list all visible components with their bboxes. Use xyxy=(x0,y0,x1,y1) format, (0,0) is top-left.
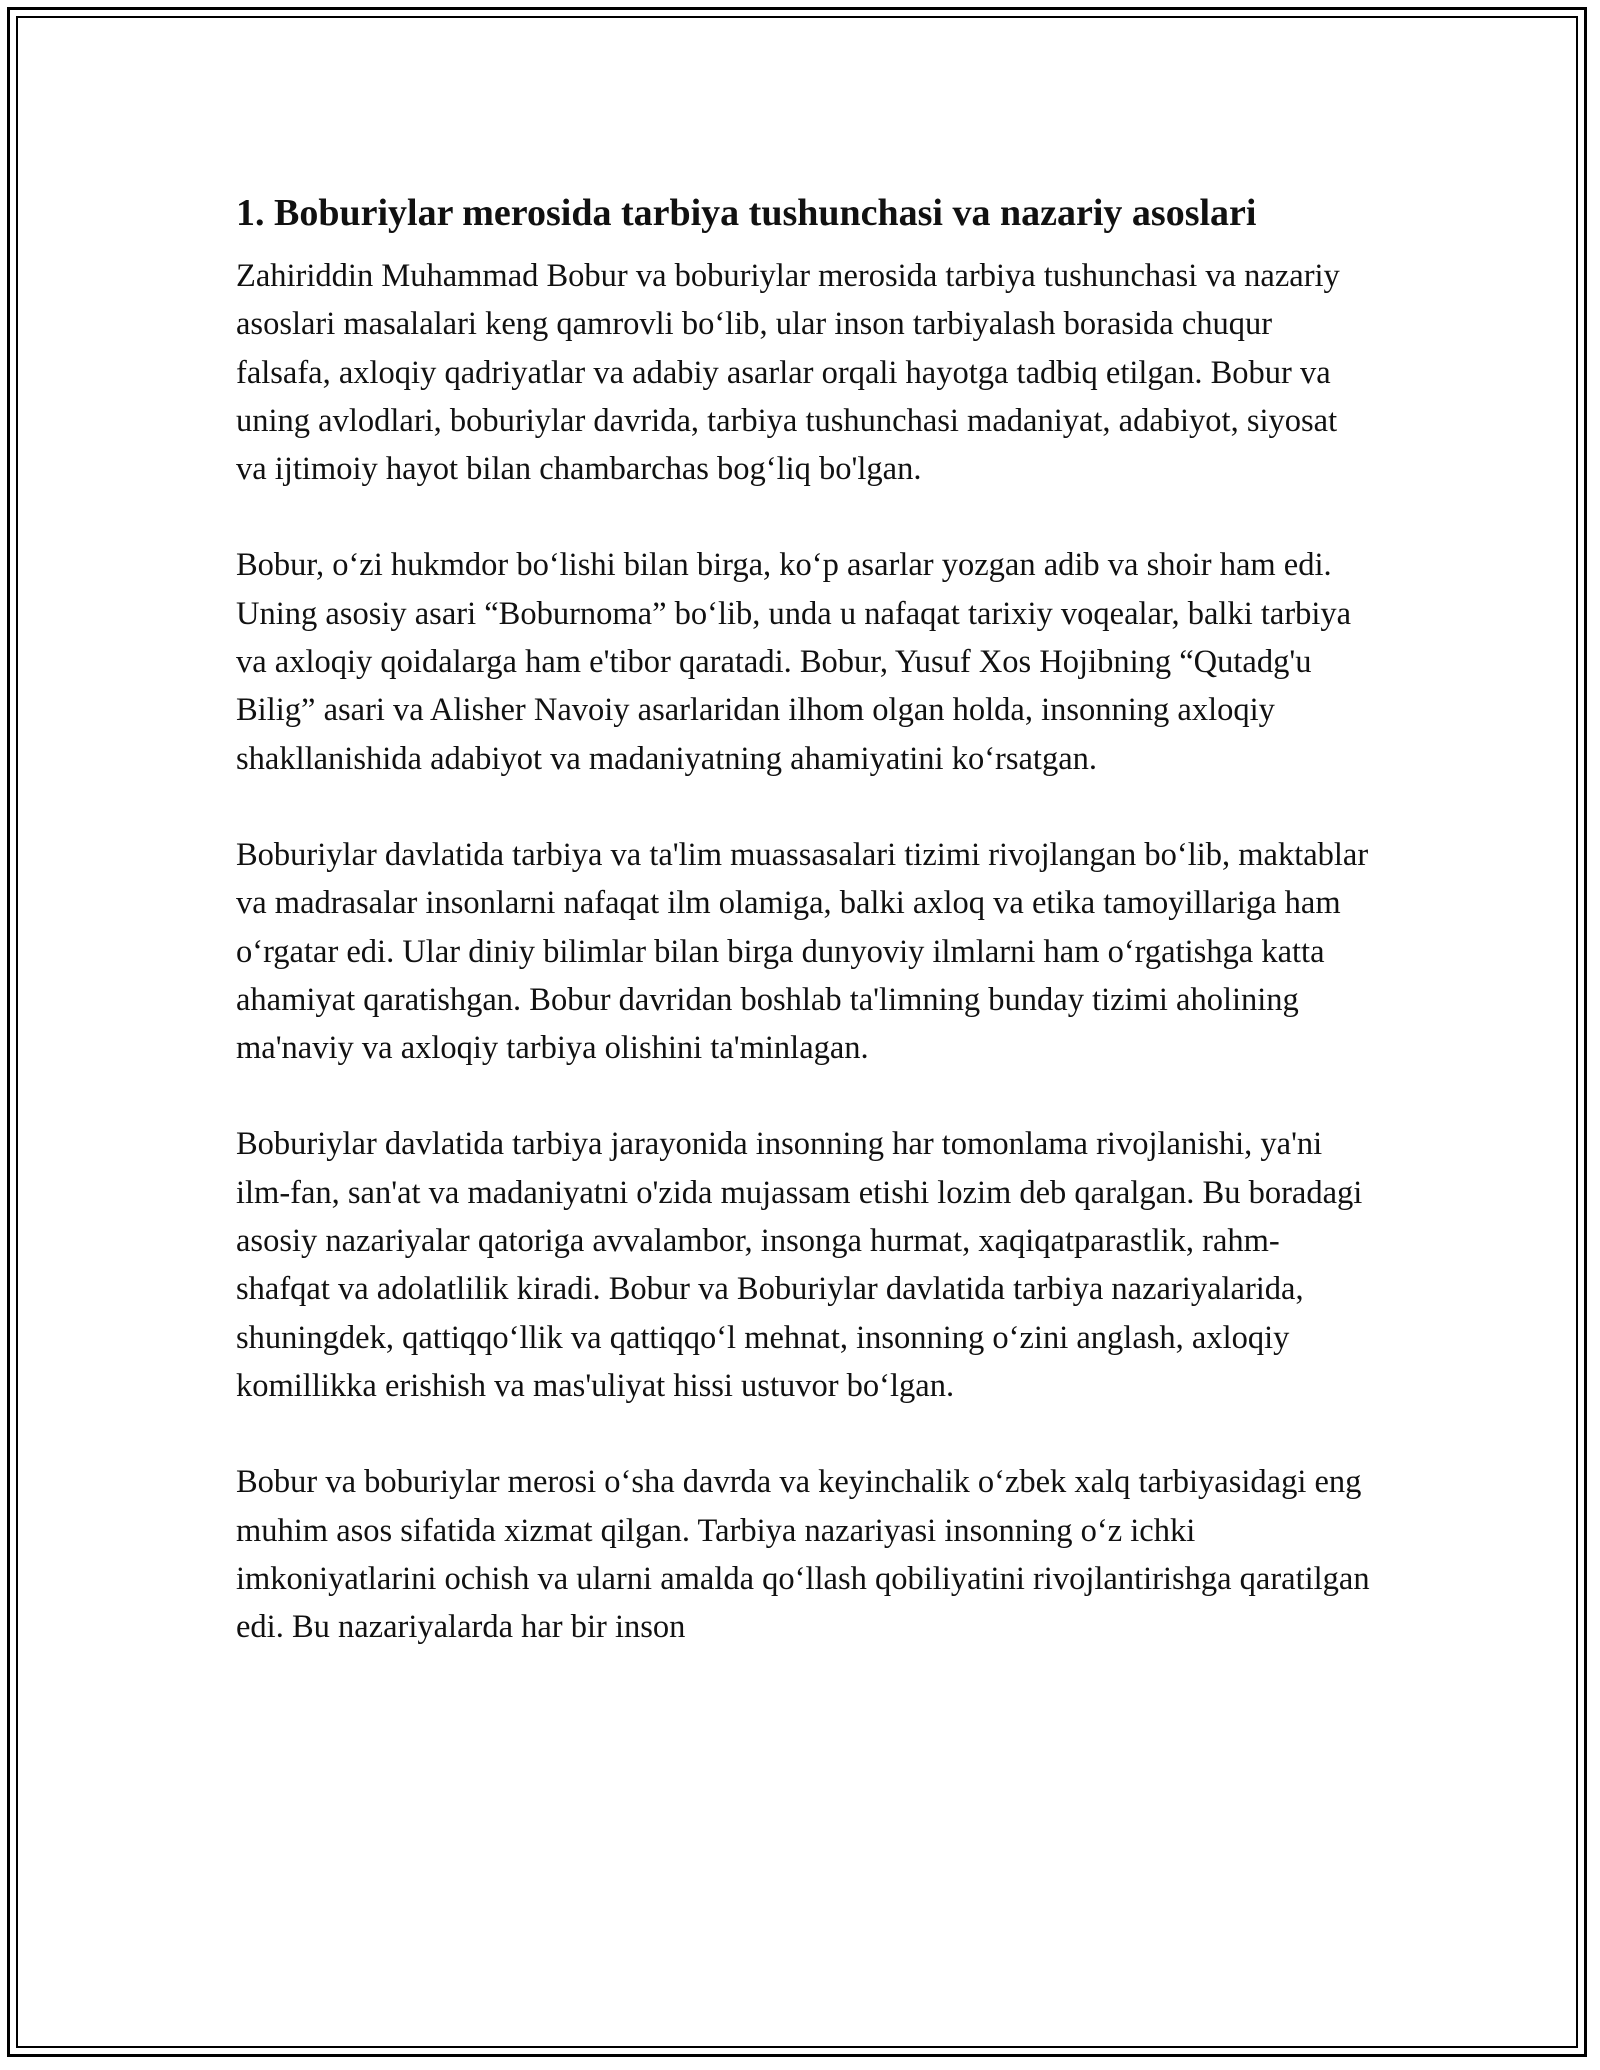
paragraph-4: Boburiylar davlatida tarbiya jarayonida insonning har tomonlama rivojlanishi, ya'ni ilm-fan, san'at va madaniyatni o'zida mujassam etishi lozim deb qaralgan. Bu boradagi asosiy nazariyalar qatoriga avvalambor, insonga hurmat, xaqiqatparastlik, rahm-shafqat va adolatlilik kiradi. Bobur va Boburiylar davlatida tarbiya nazariyalarida, shuningdek, qattiqqo‘llik va qattiqqo‘l mehnat, insonning o‘zini anglash, axloqiy komillikka erishish va mas'uliyat hissi ustuvor bo‘lgan. xyxy=(236,1126,1363,1404)
paragraph-1: Zahiriddin Muhammad Bobur va boburiylar merosida tarbiya tushunchasi va nazariy asoslari masalalari keng qamrovli bo‘lib, ular inson tarbiyalash borasida chuqur falsafa, axloqiy qadriyatlar va adabiy asarlar orqali hayotga tadbiq etilgan. Bobur va uning avlodlari, boburiylar davrida, tarbiya tushunchasi madaniyat, adabiyot, siyosat va ijtimoiy hayot bilan chambarchas bog‘liq bo'lgan. xyxy=(236,258,1340,488)
document-body xyxy=(236,186,1372,1651)
paragraph-3: Boburiylar davlatida tarbiya va ta'lim muassasalari tizimi rivojlangan bo‘lib, maktablar va madrasalar insonlarni nafaqat ilm olamiga, balki axloq va etika tamoyillariga ham o‘rgatar edi. Ular diniy bilimlar bilan birga dunyoviy ilmlarni ham o‘rgatishga katta ahamiyat qaratishgan. Bobur davridan boshlab ta'limning bunday tizimi aholining ma'naviy va axloqiy tarbiya olishini ta'minlagan. xyxy=(236,836,1369,1067)
paragraph-2: Bobur, o‘zi hukmdor bo‘lishi bilan birga, ko‘p asarlar yozgan adib va shoir ham edi. Uning asosiy asari “Boburnoma” bo‘lib, unda u nafaqat tarixiy voqealar, balki tarbiya va axloqiy qoidalarga ham e'tibor qaratadi. Bobur, Yusuf Xos Hojibning “Qutadg'u Bilig” asari va Alisher Navoiy asarlaridan ilhom olgan holda, insonning axloqiy shakllanishida adabiyot va madaniyatning ahamiyatini ko‘rsatgan. xyxy=(236,547,1352,777)
section-heading: 1. Boburiylar merosida tarbiya tushunchasi va nazariy asoslari xyxy=(236,192,1257,234)
paragraph-5: Bobur va boburiylar merosi o‘sha davrda va keyinchalik o‘zbek xalq tarbiyasidagi eng muhim asos sifatida xizmat qilgan. Tarbiya nazariyasi insonning o‘z ichki imkoniyatlarini ochish va ularni amalda qo‘llash qobiliyatini rivojlantirishga qaratilgan edi. Bu nazariyalarda har bir inson xyxy=(236,1464,1370,1646)
